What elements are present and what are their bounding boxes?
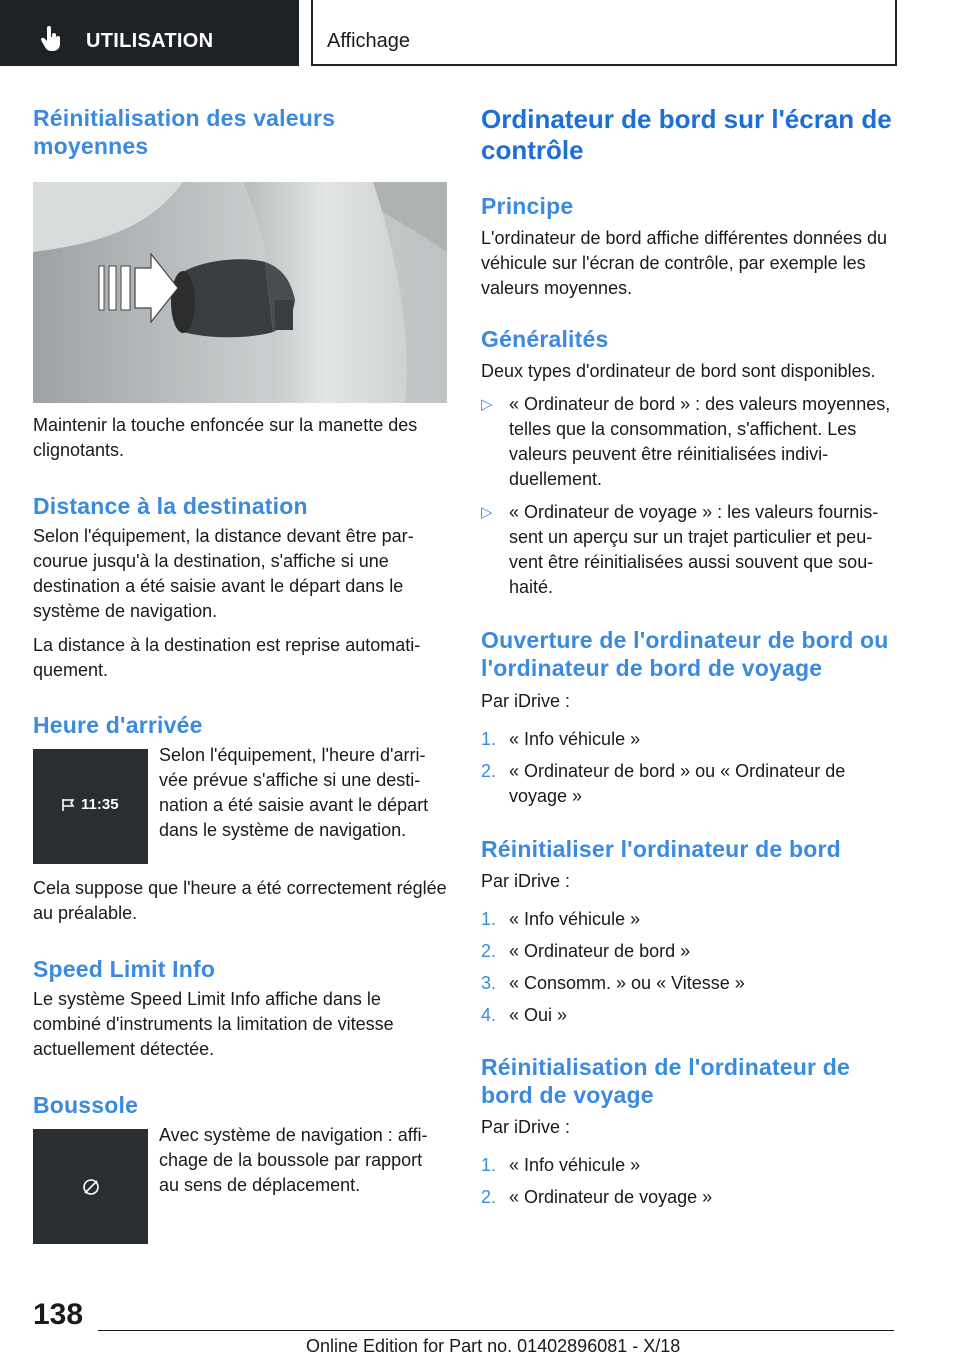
header-section-tab <box>0 0 299 66</box>
list-item: 1. « Info véhicule » <box>481 729 641 749</box>
reset-trip-heading: Réinitialisation de l'ordinateur de bord de voyage <box>481 1054 851 1108</box>
distance-paragraph-2: La distance à la destination est reprise automatiquement. <box>33 635 421 680</box>
triangle-right-icon: ▷ <box>481 504 493 521</box>
list-item: 1. « Info véhicule » <box>481 909 641 929</box>
hand-pointer-icon <box>40 26 62 52</box>
flag-icon <box>60 797 76 813</box>
distance-heading: Distance à la destination <box>33 493 308 519</box>
reset-computer-heading: Réinitialiser l'ordinateur de bord <box>481 836 841 862</box>
reset-computer-intro: Par iDrive : <box>481 871 571 891</box>
speed-limit-heading: Speed Limit Info <box>33 956 216 982</box>
open-steps <box>481 727 895 809</box>
general-bullet-list <box>481 392 895 600</box>
list-item: ▷ « Ordinateur de bord » : des valeurs moyennes, telles que la consommation, s'affichent. Les valeurs peuvent être réinitialisées individuellement. <box>481 394 891 489</box>
section-title: UTILISATION <box>86 30 214 52</box>
reset-trip-steps <box>481 1153 895 1210</box>
reset-trip-intro: Par iDrive : <box>481 1117 571 1137</box>
list-item: 2. « Ordinateur de bord » ou « Ordinateur de voyage » <box>481 761 846 806</box>
subsection-title: Affichage <box>327 30 411 52</box>
principle-paragraph: L'ordinateur de bord affiche différentes données du véhicule sur l'écran de contrôle, par exemple les valeurs moyennes. <box>481 228 888 298</box>
compass-icon <box>81 1177 101 1197</box>
header-subsection <box>311 0 897 66</box>
edition-note: Online Edition for Part no. 01402896081 - X/18 <box>306 1336 681 1356</box>
arrival-paragraph-1: Selon l'équipement, l'heure d'arrivée prévue s'affiche si une destination a été saisie avant le départ dans le système de navigation. <box>159 745 429 840</box>
list-item: 2. « Ordinateur de voyage » <box>481 1187 713 1207</box>
reset-averages-heading: Réinitialisation des valeurs moyennes <box>33 105 336 159</box>
open-computer-heading: Ouverture de l'ordinateur de bord ou l'ordinateur de bord de voyage <box>481 627 889 681</box>
list-item: ▷ « Ordinateur de voyage » : les valeurs fournissent un aperçu sur un trajet particulier et peuvent être réinitialisées aussi souvent que souhaité. <box>481 502 879 597</box>
left-column <box>33 100 447 1244</box>
compass-heading: Boussole <box>33 1092 139 1118</box>
compass-paragraph: Avec système de navigation : affichage de la boussole par rapport au sens de déplacement. <box>159 1125 428 1195</box>
arrival-time-value: 11:35 <box>81 796 119 813</box>
list-item: 2. « Ordinateur de bord » <box>481 941 691 961</box>
compass-display <box>33 1129 148 1244</box>
triangle-right-icon: ▷ <box>481 396 493 413</box>
list-item: 1. « Info véhicule » <box>481 1155 641 1175</box>
reset-computer-steps <box>481 907 895 1028</box>
arrival-time-display <box>33 749 148 864</box>
general-paragraph: Deux types d'ordinateur de bord sont disponibles. <box>481 361 876 381</box>
page-number: 138 <box>33 1298 84 1331</box>
list-item: 3. « Consomm. » ou « Vitesse » <box>481 973 745 993</box>
reset-averages-caption: Maintenir la touche enfoncée sur la manette des clignotants. <box>33 415 418 460</box>
distance-paragraph-1: Selon l'équipement, la distance devant être parcourue jusqu'à la destination, s'affiche si une destination a été saisie avant le départ dans le système de navigation. <box>33 526 414 621</box>
general-heading: Généralités <box>481 326 609 352</box>
list-item: 4. « Oui » <box>481 1005 568 1025</box>
onboard-computer-heading: Ordinateur de bord sur l'écran de contrôle <box>481 104 892 165</box>
arrival-heading: Heure d'arrivée <box>33 712 203 738</box>
principle-heading: Principe <box>481 193 574 219</box>
speed-limit-paragraph: Le système Speed Limit Info affiche dans le combiné d'instruments la limitation de vitesse actuellement détectée. <box>33 989 394 1059</box>
turn-signal-stalk-illustration <box>33 182 447 403</box>
right-column <box>481 100 895 1210</box>
arrival-paragraph-2: Cela suppose que l'heure a été correctement réglée au préalable. <box>33 878 447 923</box>
footer-divider <box>98 1330 894 1331</box>
open-intro: Par iDrive : <box>481 691 571 711</box>
